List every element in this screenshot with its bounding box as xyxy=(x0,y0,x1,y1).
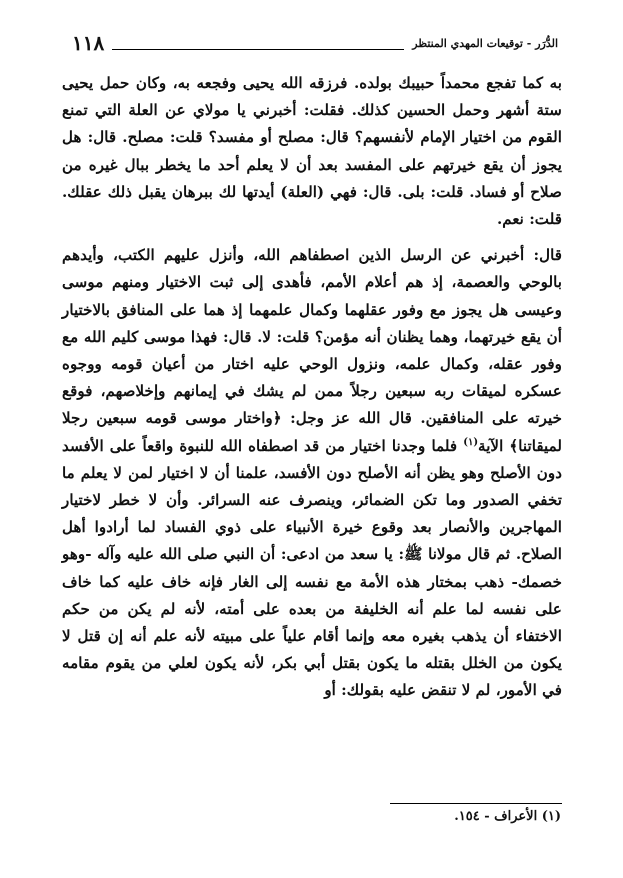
footnote-divider xyxy=(390,803,562,804)
footnote: (١) الأعراف - ١٥٤. xyxy=(454,809,561,824)
paragraph-1: به كما تفجع محمداً حبيبك بولده. فرزقه الله يحيى وفجعه به، وكان حمل يحيى ستة أشهر وحمل الحسين كذلك. فقلت: أخبرني يا مولاي عن العلة التي تمنع القوم من اختيار الإمام لأنفسهم؟ قال: مصلح أو مفسد؟ قلت: مصلح. قال: هل يجوز أن يقع خيرتهم على المفسد بعد أن لا يعلم أحد ما يخطر ببال غيره من صلاح أو فساد. قلت: بلى. قال: فهي (العلة) أيدتها لك ببرهان يقبل ذلك عقلك. قلت: نعم. xyxy=(62,74,562,229)
page-number: ١١٨ xyxy=(72,31,105,55)
running-title: الدُّرَر - توقيعات المهدي المنتظر xyxy=(412,36,558,50)
page-header xyxy=(62,30,562,56)
header-rule xyxy=(112,49,404,50)
paragraph-2-part-2: فلما وجدنا اختيار من قد اصطفاه الله للنبوة واقعاً على الأفسد دون الأصلح وهو يظن أنه الأصلح دون الأفسد، علمنا أن لا اختيار لمن لا يعلم ما تخفي الصدور وما تكن الضمائر، وينصرف عنه السرائر. وأن لا خطر لاختيار المهاجرين والأنصار بعد وقوع خيرة الأنبياء على ذوي الفساد لما أرادوا أهل الصلاح. ثم قال مولانا ﷺ: يا سعد من ادعى: أن النبي صلى الله عليه وآله -وهو خصمك- ذهب بمختار هذه الأمة مع نفسه إلى الغار فإنه خاف عليه كما خاف على نفسه لما علم أنه الخليفة من بعده على أمته، لأنه لم يكن من حكم الاختفاء أن يذهب بغيره معه وإنما أقام علياً على مبيته لأنه علم أنه إن قتل لا يكون من الخلل بقتله ما يكون بقتل أبي بكر، لأنه يكون لعلي من يقوم مقامه في الأمور، لم لا تنقض عليه بقولك: أو xyxy=(62,436,562,700)
footnote-reference[interactable]: (١) xyxy=(463,436,479,448)
body-text xyxy=(62,70,562,705)
paragraph-2-part-1: قال: أخبرني عن الرسل الذين اصطفاهم الله، وأنزل عليهم الكتب، وأيدهم بالوحي والعصمة، إذ هم أعلام الأمم، فأهدى إلى ثبت الاختيار ومنهم موسى وعيسى هل يجوز مع وفور عقلهما وكمال علمهما إذ هما على المنافق بالاختيار أن يقع خيرتهما، وهما يظنان أنه مؤمن؟ قلت: لا. قال: فهذا موسى كليم الله مع وفور عقله، وكمال علمه، ونزول الوحي عليه اختار من أعيان قومه ووجوه عسكره لميقات ربه سبعين رجلاً ممن لم يشك في إيمانهم وإخلاصهم، فوقع خيرته على المنافقين. قال الله عز وجل: ﴿واختار موسى قومه سبعين رجلا لميقاتنا﴾ الآية xyxy=(62,246,562,455)
paragraph-2 xyxy=(62,242,562,704)
